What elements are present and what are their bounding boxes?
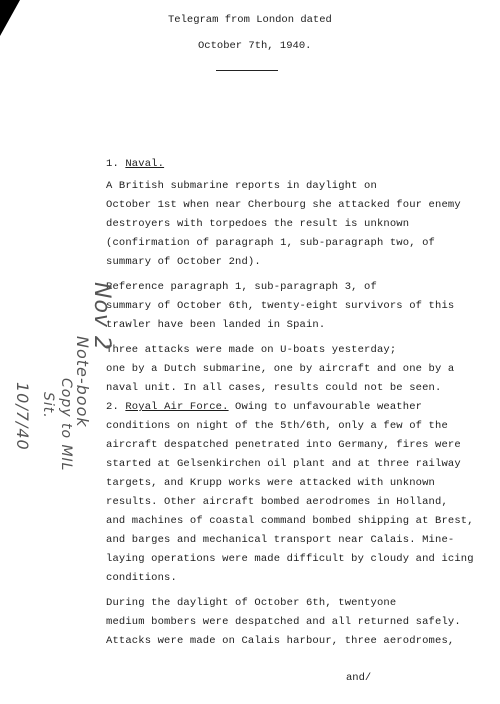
body-line: aircraft despatched penetrated into Germany, fires were: [106, 439, 461, 451]
body-line: (confirmation of paragraph 1, sub-paragraph two, of: [106, 237, 436, 249]
body-line: During the daylight of October 6th, twentyone: [106, 597, 397, 609]
margin-note: Note-book: [73, 336, 92, 428]
section-heading: Naval.: [125, 158, 165, 170]
telegram-date: October 7th, 1940.: [198, 40, 312, 52]
body-line: trawler have been landed in Spain.: [106, 319, 326, 331]
body-line: 1. Naval.: [106, 158, 165, 170]
body-line: Three attacks were made on U-boats yesterday;: [106, 344, 397, 356]
section-heading: Royal Air Force.: [125, 401, 229, 413]
body-line: conditions on night of the 5th/6th, only a few of the: [106, 420, 448, 432]
body-line: destroyers with torpedoes the result is unknown: [106, 218, 410, 230]
handwritten-margin-notes: [12, 282, 122, 492]
body-line: conditions.: [106, 572, 177, 584]
body-line: A British submarine reports in daylight on: [106, 180, 377, 192]
telegram-title: Telegram from London dated: [168, 14, 332, 26]
body-line: targets, and Krupp works were attacked with unknown: [106, 477, 436, 489]
body-line: October 1st when near Cherbourg she attacked four enemy: [106, 199, 461, 211]
body-line: summary of October 6th, twenty-eight survivors of this: [106, 300, 455, 312]
continuation-marker: and/: [346, 672, 372, 684]
header-divider: [216, 70, 278, 71]
body-line: Attacks were made on Calais harbour, three aerodromes,: [106, 635, 455, 647]
body-line: Reference paragraph 1, sub-paragraph 3, of: [106, 281, 377, 293]
margin-note: Sit.: [40, 392, 56, 419]
body-line: one by a Dutch submarine, one by aircraft and one by a: [106, 363, 455, 375]
body-line: summary of October 2nd).: [106, 256, 261, 268]
margin-note: Copy to MIL: [58, 378, 74, 472]
body-line: 2. Royal Air Force. Owing to unfavourable weather: [106, 401, 423, 413]
body-line: results. Other aircraft bombed aerodromes in Holland,: [106, 496, 448, 508]
body-line: medium bombers were despatched and all returned safely.: [106, 616, 461, 628]
margin-note: 10/7/40: [13, 382, 32, 451]
body-line: naval unit. In all cases, results could not be seen.: [106, 382, 442, 394]
body-line: and machines of coastal command bombed shipping at Brest,: [106, 515, 474, 527]
body-line: laying operations were made difficult by cloudy and icing: [106, 553, 474, 565]
body-line: started at Gelsenkirchen oil plant and at three railway: [106, 458, 461, 470]
margin-note: Nov 2: [89, 282, 114, 351]
corner-mark: [0, 0, 20, 36]
body-line: and barges and mechanical transport near Calais. Mine-: [106, 534, 455, 546]
